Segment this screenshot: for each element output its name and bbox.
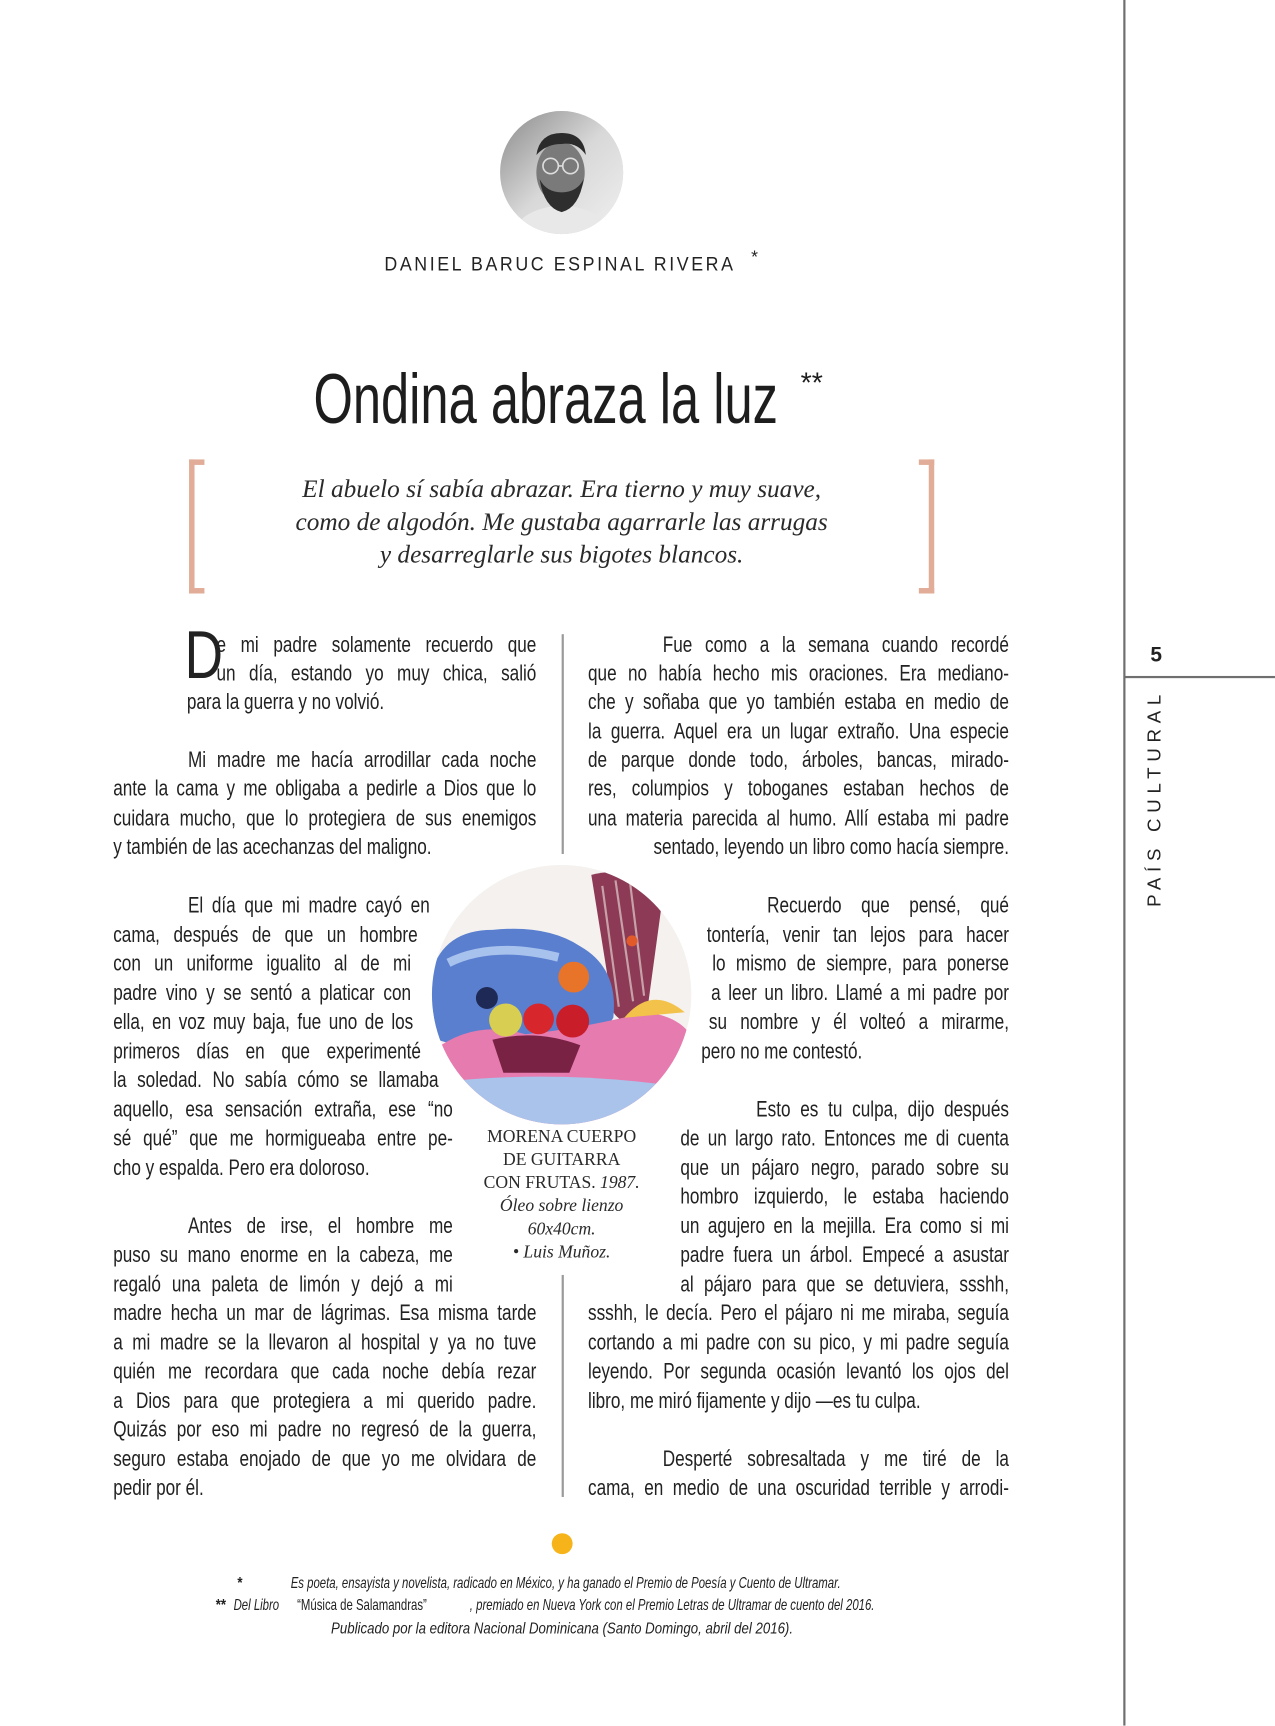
body-text-line: aquello, esa sensación extraña, ese “no bbox=[113, 1098, 453, 1123]
article-title bbox=[0, 358, 1123, 439]
epigraph-line: El abuelo sí sabía abrazar. Era tierno y muy suave, bbox=[302, 474, 822, 503]
body-text-line: Desperté sobresaltada y me tiré de la bbox=[662, 1447, 1009, 1472]
body-text-line: leyendo. Por segunda ocasión levantó los ojos del bbox=[588, 1359, 1009, 1384]
body-text-line: que no había hecho mis oraciones. Era mediano- bbox=[588, 661, 1009, 686]
column-divider bbox=[562, 1275, 564, 1497]
body-text-line: res, columpios y toboganes estaban hechos de bbox=[588, 777, 1009, 802]
section-label: PAÍS CULTURAL bbox=[1144, 688, 1166, 907]
body-text-line: che y soñaba que yo también estaba en medio de bbox=[588, 690, 1009, 715]
body-text-line: a leer un libro. Llamé a mi padre por bbox=[711, 981, 1009, 1006]
body-text-line: una materia parecida al humo. Allí estaba mi padre bbox=[588, 806, 1009, 831]
body-text-line: libro, me miró fijamente y dijo —es tu culpa. bbox=[588, 1389, 921, 1414]
body-text-line: su nombre y él volteó a mirarme, bbox=[708, 1010, 1009, 1035]
body-text-line: la soledad. No sabía cómo se llamaba bbox=[113, 1068, 439, 1093]
body-text-line: Esto es tu culpa, dijo después bbox=[756, 1098, 1009, 1123]
footnote-1 bbox=[0, 1572, 1123, 1594]
body-text-line: ella, en voz muy baja, fue uno de los bbox=[113, 1010, 414, 1035]
body-text-line: puso su mano enorme en la cabeza, me bbox=[113, 1243, 453, 1268]
body-text-line: un agujero en la mejilla. Era como si mi bbox=[680, 1214, 1009, 1239]
article-title-text: Ondina abraza la luz bbox=[313, 359, 779, 439]
body-text-line: sé qué” que me hormigueaba entre pe- bbox=[113, 1126, 453, 1151]
caption-year: 1987. bbox=[600, 1173, 640, 1193]
footnote-book-title: “Música de Salamandras” bbox=[296, 1595, 427, 1614]
margin-rule bbox=[1123, 0, 1125, 1726]
body-text-line: cho y espalda. Pero era doloroso. bbox=[113, 1156, 370, 1181]
body-text-line: padre vino y se sentó a platicar con bbox=[113, 981, 412, 1006]
body-text-line: tontería, venir tan lejos para hacer bbox=[706, 923, 1009, 948]
footnote-text: , premiado en Nueva York con el Premio Letras de Ultramar de cuento del 2016. bbox=[469, 1595, 875, 1614]
body-text-line: seguro estaba enojado de que yo me olvidara de bbox=[113, 1447, 537, 1472]
epigraph-line: y desarreglarle sus bigotes blancos. bbox=[379, 540, 744, 569]
right-bracket bbox=[919, 459, 934, 593]
page-number: 5 bbox=[1150, 644, 1163, 668]
epigraph bbox=[220, 473, 904, 572]
body-text-line: con un uniforme igualito al de mi bbox=[113, 951, 412, 977]
body-text-line: cama, después de que un hombre bbox=[113, 923, 418, 948]
body-text-line: regaló una paleta de limón y dejó a mi bbox=[113, 1272, 453, 1297]
body-text-line: Recuerdo que pensé, qué bbox=[767, 893, 1009, 918]
author-name bbox=[0, 248, 1123, 275]
body-text-line: pero no me contestó. bbox=[701, 1039, 863, 1064]
body-text-line: cama, en medio de una oscuridad terrible y arrodi- bbox=[588, 1476, 1009, 1501]
left-bracket bbox=[189, 459, 204, 593]
body-text-line: ante la cama y me obligaba a pedirle a Dios que lo bbox=[113, 777, 537, 802]
footnote-3 bbox=[0, 1617, 1123, 1639]
body-text-line: madre hecha un mar de lágrimas. Esa misma tarde bbox=[113, 1301, 537, 1326]
body-text-line: Antes de irse, el hombre me bbox=[187, 1214, 453, 1239]
footnote-text: Publicado por la editora Nacional Dominicana (Santo Domingo, abril del 2016). bbox=[330, 1618, 793, 1637]
caption-title-line: MORENA CUERPO bbox=[487, 1127, 637, 1147]
page-number-rule bbox=[1124, 676, 1275, 678]
epigraph-line: como de algodón. Me gustaba agarrarle las arrugas bbox=[295, 507, 828, 536]
caption-size: 60x40cm. bbox=[527, 1220, 596, 1239]
caption-artist: • Luis Muñoz. bbox=[512, 1243, 611, 1262]
body-text-line: que un pájaro negro, parado sobre su bbox=[680, 1156, 1009, 1181]
author-footnote-mark: * bbox=[751, 248, 758, 268]
footnote-mark: * bbox=[237, 1573, 243, 1592]
body-text-line: de un largo rato. Entonces me di cuenta bbox=[680, 1126, 1009, 1151]
caption-title-line: DE GUITARRA bbox=[502, 1150, 621, 1170]
body-text-line: hombro izquierdo, le estaba haciendo bbox=[680, 1184, 1009, 1210]
body-text-line: sentado, leyendo un libro como hacía siempre. bbox=[653, 835, 1009, 860]
body-text-line: El día que mi madre cayó en bbox=[187, 893, 430, 918]
body-text-line: quién me recordara que cada noche debía rezar bbox=[113, 1359, 537, 1384]
body-text-line: e mi padre solamente recuerdo que bbox=[216, 633, 537, 658]
column-divider bbox=[562, 634, 564, 854]
drop-cap: D bbox=[184, 617, 224, 694]
body-text-line: la guerra. Aquel era un lugar extraño. Una especie bbox=[588, 719, 1009, 745]
body-text-line: Fue como a la semana cuando recordé bbox=[662, 633, 1009, 658]
body-text-line: lo mismo de siempre, para ponerse bbox=[712, 951, 1009, 977]
body-text-line: de parque donde todo, árboles, bancas, mirado- bbox=[588, 748, 1009, 773]
footnote-text: Del Libro bbox=[233, 1595, 279, 1614]
body-text-line: un día, estando yo muy chica, salió bbox=[216, 661, 537, 686]
body-text-line: pedir por él. bbox=[113, 1476, 204, 1501]
author-name-text: DANIEL BARUC ESPINAL RIVERA bbox=[384, 252, 736, 275]
body-text-line: para la guerra y no volvió. bbox=[186, 690, 385, 715]
body-text-line: cuidara mucho, que lo protegiera de sus enemigos bbox=[113, 806, 537, 831]
end-marker-dot bbox=[552, 1533, 573, 1554]
painting-image bbox=[426, 864, 696, 1128]
caption-title-line: CON FRUTAS. bbox=[483, 1173, 596, 1193]
footnote-mark: ** bbox=[215, 1595, 226, 1614]
body-text-line: cortando a mi padre con su pico, y mi padre seguía bbox=[588, 1331, 1009, 1356]
body-text-line: a mi madre se la llevaron al hospital y ya no tuve bbox=[113, 1331, 537, 1356]
body-text-line: al pájaro para que se detuviera, ssshh, bbox=[680, 1272, 1009, 1297]
body-text-line: padre fuera un árbol. Empecé a asustar bbox=[680, 1243, 1009, 1268]
footnote-text: Es poeta, ensayista y novelista, radicado en México, y ha ganado el Premio de Poesía y Cuento de Ultramar. bbox=[291, 1573, 842, 1592]
caption-medium: Óleo sobre lienzo bbox=[499, 1196, 624, 1216]
figure-caption bbox=[452, 1125, 672, 1263]
body-text-line: primeros días en que experimenté bbox=[113, 1039, 421, 1064]
body-text-line: y también de las acechanzas del maligno. bbox=[113, 835, 432, 860]
body-text-line: a Dios para que protegiera a mi querido padre. bbox=[113, 1389, 537, 1414]
body-text-line: Mi madre me hacía arrodillar cada noche bbox=[187, 748, 537, 773]
body-text-line: Quizás por eso mi padre no regresó de la guerra, bbox=[113, 1417, 537, 1443]
body-text-line: ssshh, le decía. Pero el pájaro ni me miraba, seguía bbox=[588, 1301, 1009, 1326]
footnote-2 bbox=[0, 1594, 1123, 1616]
title-footnote-mark: ** bbox=[800, 366, 823, 399]
author-photo bbox=[500, 111, 623, 234]
